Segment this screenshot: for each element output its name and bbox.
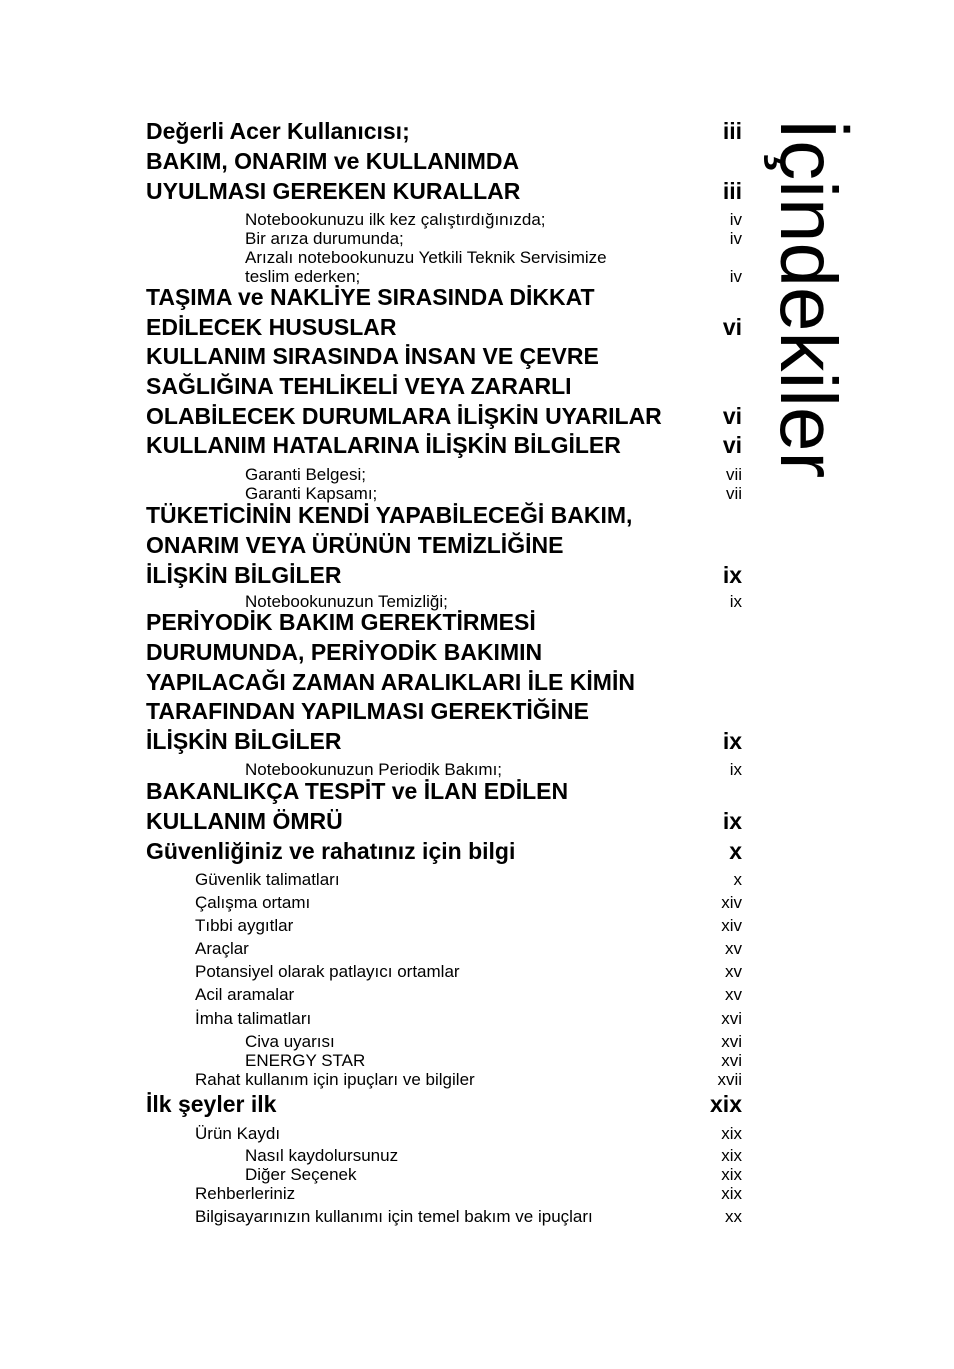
- toc-entry-text[interactable]: TARAFINDAN YAPILMASI GEREKTİĞİNE: [146, 698, 589, 725]
- toc-entry-text[interactable]: ONARIM VEYA ÜRÜNÜN TEMİZLİĞİNE: [146, 531, 564, 558]
- toc-entry-text[interactable]: Notebookunuzu ilk kez çalıştırdığınızda;: [245, 210, 546, 229]
- toc-entry-text[interactable]: Civa uyarısı: [245, 1032, 335, 1051]
- toc-page-number: xix: [721, 1146, 742, 1165]
- toc-entry-text[interactable]: SAĞLIĞINA TEHLİKELİ VEYA ZARARLI: [146, 372, 572, 399]
- toc-entry-text[interactable]: İLİŞKİN BİLGİLER: [146, 728, 342, 755]
- toc-entry-text[interactable]: Ürün Kaydı: [195, 1124, 281, 1143]
- toc-page-number: ix: [722, 728, 742, 755]
- toc-entry-text[interactable]: Acil aramalar: [195, 985, 295, 1004]
- toc-entry-text[interactable]: YAPILACAĞI ZAMAN ARALIKLARI İLE KİMİN: [146, 668, 635, 695]
- toc-page-number: xvi: [721, 1032, 742, 1051]
- toc-page-number: xvii: [717, 1070, 742, 1089]
- toc-page-number: xv: [725, 985, 742, 1004]
- toc-page-number: xix: [721, 1184, 742, 1203]
- toc-entry-text[interactable]: İLİŞKİN BİLGİLER: [146, 561, 342, 588]
- toc-entry-text[interactable]: Garanti Belgesi;: [245, 465, 366, 484]
- toc-page-number: iv: [729, 266, 742, 286]
- toc-page-number: xvi: [721, 1009, 742, 1028]
- toc-page-number: xv: [725, 962, 742, 981]
- toc-entry-text[interactable]: İmha talimatları: [195, 1009, 312, 1028]
- toc-entry-text[interactable]: TÜKETİCİNİN KENDİ YAPABİLECEĞİ BAKIM,: [146, 502, 633, 528]
- toc-entry-text[interactable]: Bilgisayarınızın kullanımı için temel bakım ve ipuçları: [195, 1207, 593, 1226]
- toc-page-number: xix: [710, 1091, 742, 1117]
- toc-entry-text[interactable]: TAŞIMA ve NAKLİYE SIRASINDA DİKKAT: [146, 284, 595, 310]
- toc-entry-text[interactable]: Nasıl kaydolursunuz: [245, 1146, 399, 1165]
- toc-page-number: xiv: [721, 916, 742, 935]
- toc-page-number: xiv: [721, 893, 742, 912]
- toc-page-number: x: [729, 838, 742, 864]
- toc-entry-text[interactable]: Rahat kullanım için ipuçları ve bilgiler: [195, 1070, 475, 1089]
- toc-page-number: xv: [725, 939, 742, 958]
- toc-entry-text[interactable]: Değerli Acer Kullanıcısı;: [146, 118, 410, 144]
- toc-page-number: iv: [729, 210, 742, 229]
- toc-entry-text[interactable]: Potansiyel olarak patlayıcı ortamlar: [195, 962, 460, 981]
- toc-entry-text[interactable]: ENERGY STAR: [245, 1051, 366, 1070]
- toc-page-number: xx: [725, 1207, 742, 1226]
- toc-entry-text[interactable]: Çalışma ortamı: [195, 893, 311, 912]
- toc-entry-text[interactable]: Bir arıza durumunda;: [245, 229, 404, 248]
- toc-page-number: vi: [722, 313, 742, 340]
- toc-entry-text[interactable]: Güvenliğiniz ve rahatınız için bilgi: [146, 838, 516, 864]
- toc-entry-text[interactable]: EDİLECEK HUSUSLAR: [146, 313, 397, 340]
- toc-entry-text[interactable]: OLABİLECEK DURUMLARA İLİŞKİN UYARILAR: [146, 402, 662, 429]
- toc-entry-text[interactable]: Arızalı notebookunuzu Yetkili Teknik Servisimize: [245, 248, 607, 267]
- toc-entry-text[interactable]: KULLANIM ÖMRÜ: [146, 807, 343, 834]
- toc-page-number: xix: [721, 1165, 742, 1184]
- toc-page-number: vi: [722, 432, 742, 458]
- toc-page-number: iii: [722, 177, 742, 204]
- toc-entry-text[interactable]: BAKIM, ONARIM ve KULLANIMDA: [146, 148, 520, 174]
- toc-page-number: ix: [722, 561, 742, 588]
- toc-entry-text[interactable]: PERİYODİK BAKIM GEREKTİRMESİ: [146, 609, 536, 635]
- toc-page-number: iii: [722, 118, 742, 144]
- toc-page-number: iv: [729, 229, 742, 248]
- toc-page-number: ix: [729, 760, 742, 779]
- toc-page-number: ix: [729, 592, 742, 611]
- toc-entry-text[interactable]: Notebookunuzun Periodik Bakımı;: [245, 760, 503, 779]
- toc-entry-text[interactable]: Garanti Kapsamı;: [245, 484, 378, 503]
- toc-page-number: vii: [725, 484, 742, 503]
- toc-page-number: xvi: [721, 1051, 742, 1070]
- toc-entry-text[interactable]: KULLANIM SIRASINDA İNSAN VE ÇEVRE: [146, 343, 599, 369]
- toc-entry-text[interactable]: DURUMUNDA, PERİYODİK BAKIMIN: [146, 638, 543, 665]
- toc-entry-text[interactable]: İlk şeyler ilk: [146, 1091, 277, 1117]
- toc-page-number: vii: [725, 465, 742, 484]
- toc-page-number: xix: [721, 1124, 742, 1143]
- toc-entry-text[interactable]: Notebookunuzun Temizliği;: [245, 592, 448, 611]
- toc-entry-text[interactable]: Güvenlik talimatları: [195, 870, 340, 889]
- page-title: İçindekiler: [764, 118, 853, 479]
- toc-entry-text[interactable]: KULLANIM HATALARINA İLİŞKİN BİLGİLER: [146, 432, 621, 458]
- toc-page-number: vi: [722, 402, 742, 429]
- toc-page-number: ix: [722, 807, 742, 834]
- toc-entry-text[interactable]: BAKANLIKÇA TESPİT ve İLAN EDİLEN: [146, 778, 569, 804]
- toc-page-number: x: [733, 870, 742, 889]
- toc-entry-text[interactable]: UYULMASI GEREKEN KURALLAR: [146, 177, 521, 204]
- toc-entry-text[interactable]: Tıbbi aygıtlar: [195, 916, 294, 935]
- toc-entry-text[interactable]: Rehberleriniz: [195, 1184, 296, 1203]
- page-title-vertical: [764, 118, 853, 490]
- toc-entry-text[interactable]: teslim ederken;: [245, 266, 361, 286]
- toc-entry-text[interactable]: Diğer Seçenek: [245, 1165, 357, 1184]
- toc-entry-text[interactable]: Araçlar: [195, 939, 249, 958]
